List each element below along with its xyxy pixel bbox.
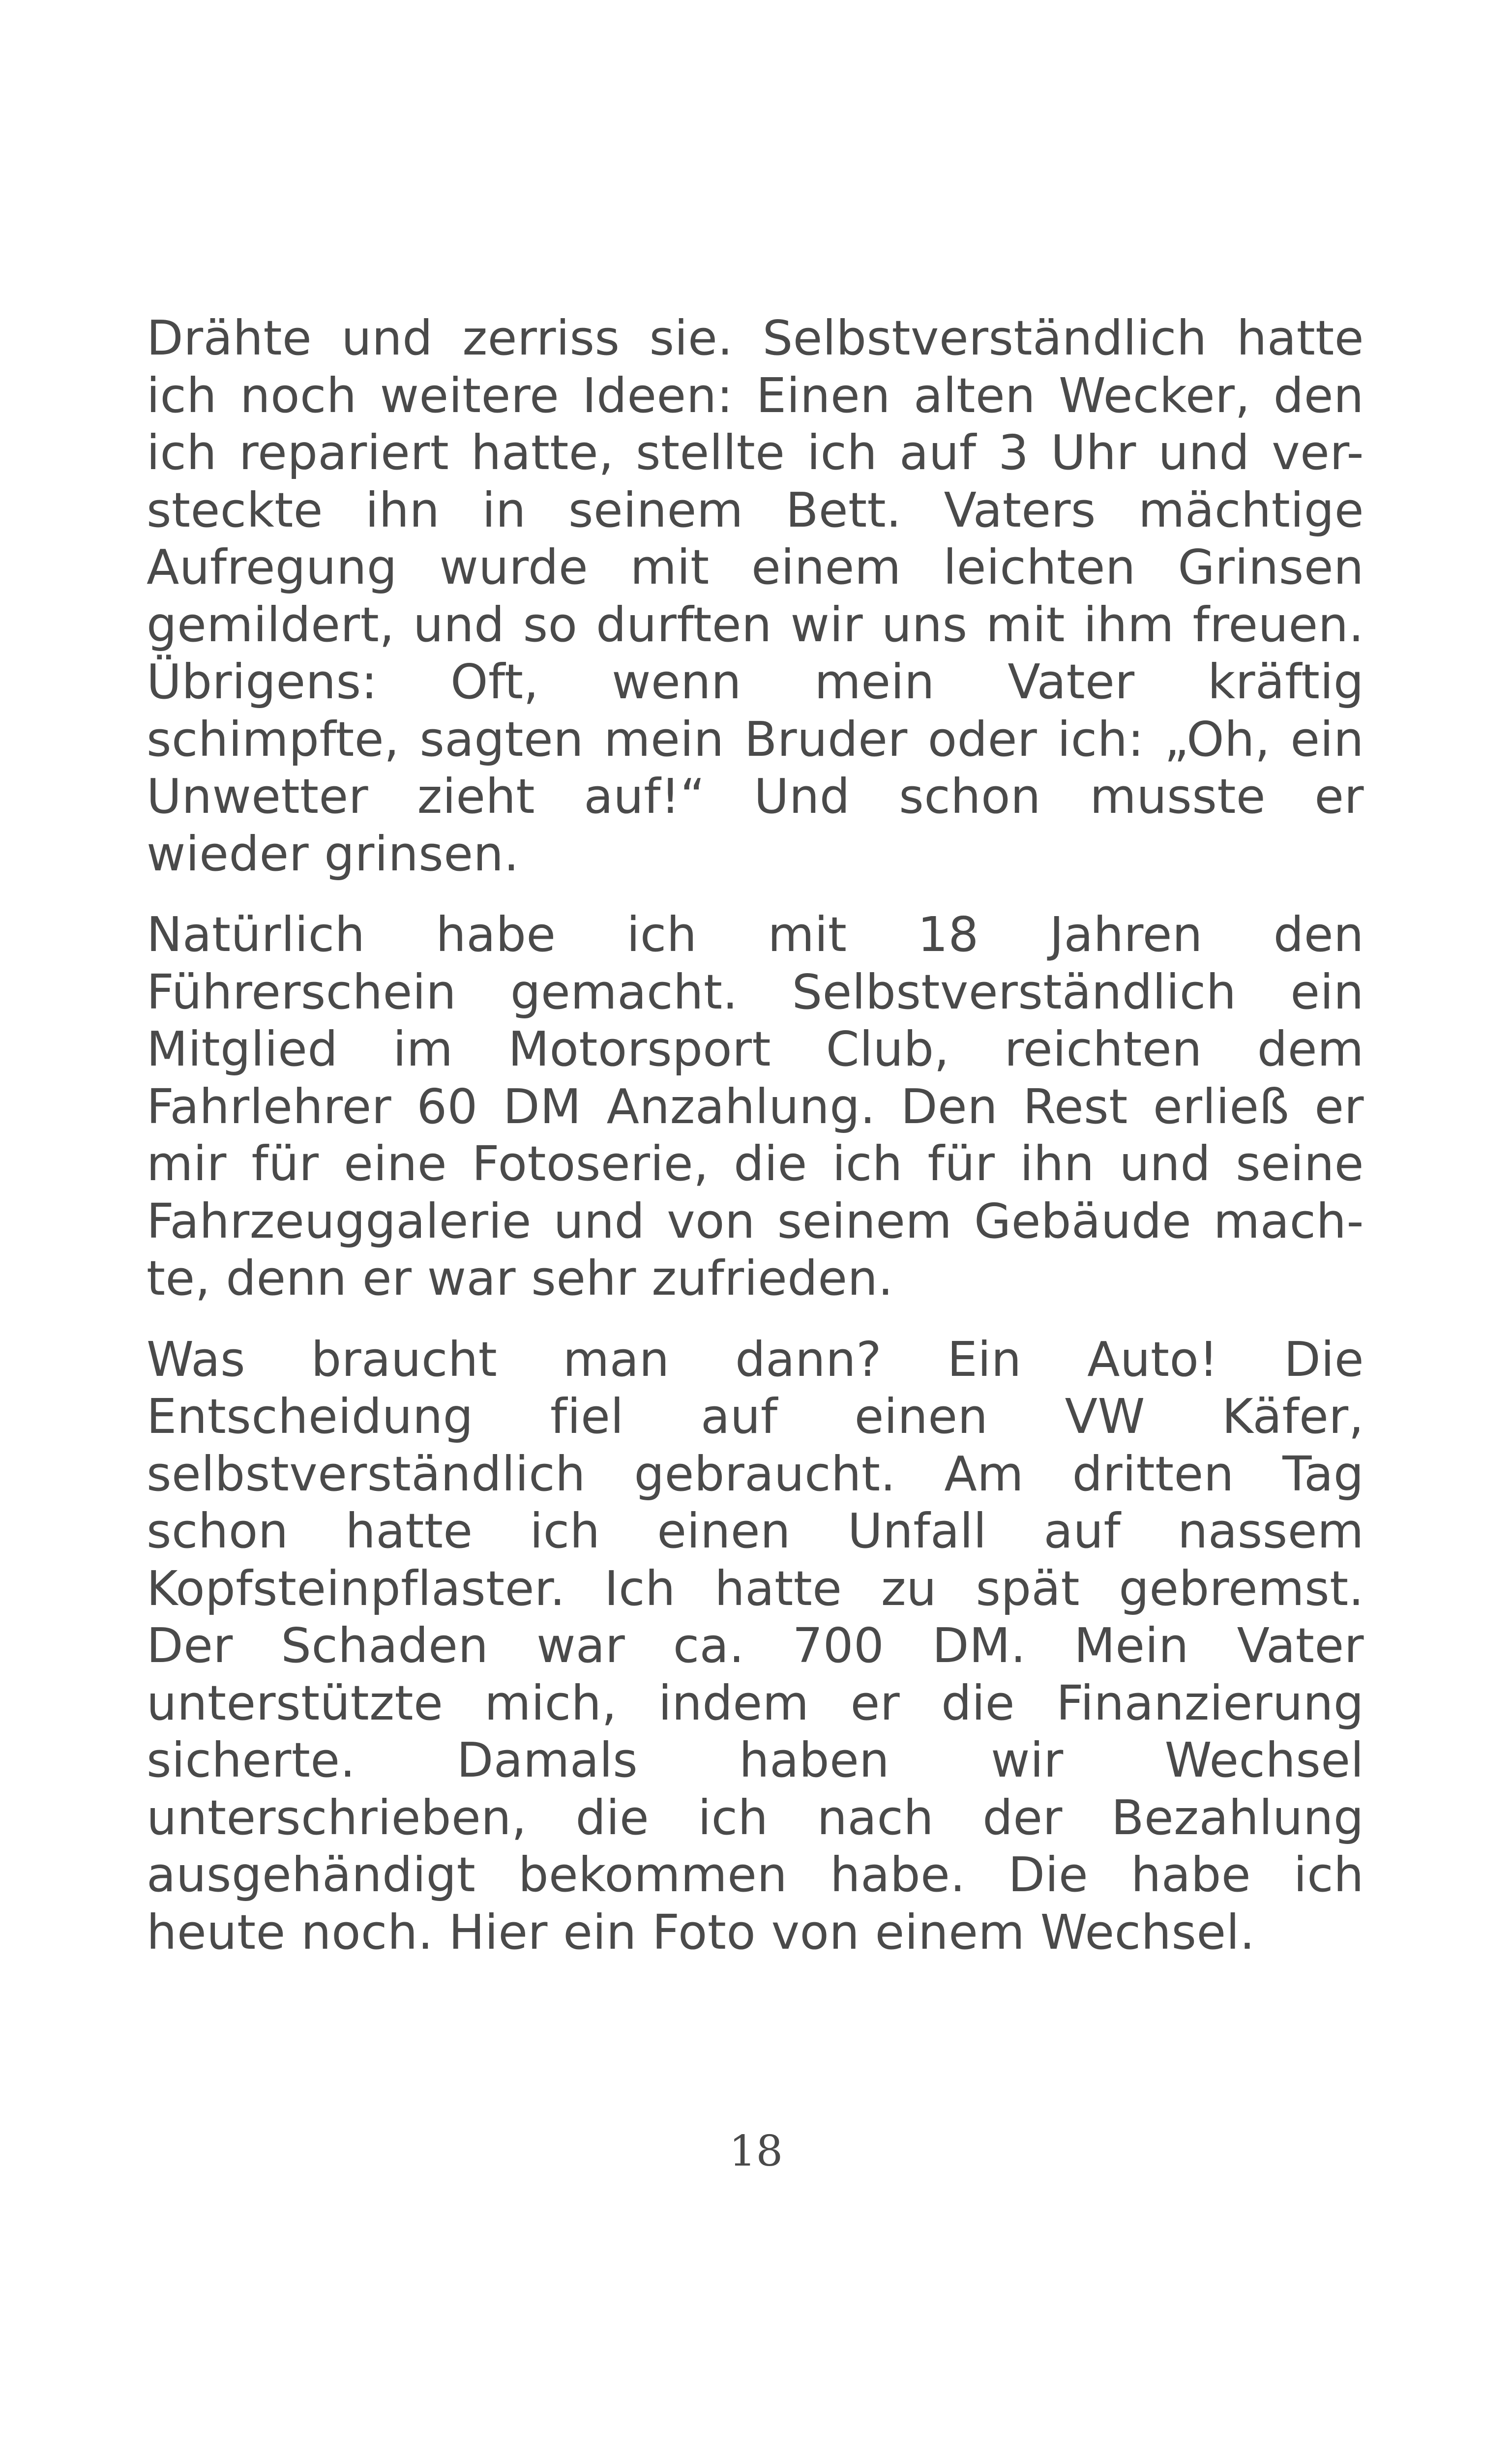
text-line: heute noch. Hier ein Foto von einem Wechsel. bbox=[147, 1904, 1255, 1960]
text-line: gemildert, und so durften wir uns mit ihm freuen. bbox=[147, 596, 1364, 653]
page-number: 18 bbox=[729, 2127, 783, 2176]
text-line: Natürlich habe ich mit 18 Jahren den bbox=[147, 907, 1364, 962]
paragraph-1 bbox=[147, 310, 1364, 883]
text-line: Aufregung wurde mit einem leichten Grinsen bbox=[147, 539, 1364, 595]
text-line: Kopfsteinpflaster. Ich hatte zu spät gebremst. bbox=[147, 1560, 1364, 1616]
text-line: schimpfte, sagten mein Bruder oder ich: „Oh, ein bbox=[147, 711, 1364, 767]
text-line: sicherte. Damals haben wir Wechsel bbox=[147, 1732, 1364, 1788]
text-line: Führerschein gemacht. Selbstverständlich ein bbox=[147, 964, 1364, 1020]
text-line: Drähte und zerriss sie. Selbstverständlich hatte bbox=[147, 310, 1364, 366]
text-line: ich repariert hatte, stellte ich auf 3 Uhr und ver- bbox=[147, 425, 1364, 480]
paragraph-2 bbox=[147, 906, 1364, 1308]
text-line: Fahrlehrer 60 DM Anzahlung. Den Rest erließ er bbox=[147, 1078, 1364, 1134]
text-line: Was braucht man dann? Ein Auto! Die bbox=[147, 1331, 1364, 1387]
body-text bbox=[147, 310, 1364, 1961]
text-line: selbstverständlich gebraucht. Am dritten Tag bbox=[147, 1446, 1364, 1502]
text-line: steckte ihn in seinem Bett. Vaters mächtige bbox=[147, 482, 1364, 538]
text-line: ausgehändigt bekommen habe. Die habe ich bbox=[147, 1847, 1364, 1903]
text-line: unterschrieben, die ich nach der Bezahlung bbox=[147, 1789, 1364, 1845]
paragraph-spacer bbox=[147, 883, 1364, 906]
text-line: Der Schaden war ca. 700 DM. Mein Vater bbox=[147, 1618, 1364, 1673]
text-line: Unwetter zieht auf!“ Und schon musste er bbox=[147, 769, 1364, 824]
text-line: unterstützte mich, indem er die Finanzierung bbox=[147, 1675, 1364, 1731]
paragraph-spacer bbox=[147, 1308, 1364, 1331]
text-line: wieder grinsen. bbox=[147, 826, 519, 882]
text-line: mir für eine Fotoserie, die ich für ihn und seine bbox=[147, 1136, 1364, 1191]
text-line: ich noch weitere Ideen: Einen alten Wecker, den bbox=[147, 367, 1364, 423]
text-line: Übrigens: Oft, wenn mein Vater kräftig bbox=[147, 654, 1364, 710]
text-line: Entscheidung fiel auf einen VW Käfer, bbox=[147, 1389, 1364, 1444]
text-line: Fahrzeuggalerie und von seinem Gebäude mach- bbox=[147, 1193, 1364, 1249]
text-line: te, denn er war sehr zufrieden. bbox=[147, 1250, 893, 1306]
paragraph-3 bbox=[147, 1331, 1364, 1962]
text-line: schon hatte ich einen Unfall auf nassem bbox=[147, 1503, 1364, 1559]
text-line: Mitglied im Motorsport Club, reichten dem bbox=[147, 1021, 1364, 1077]
